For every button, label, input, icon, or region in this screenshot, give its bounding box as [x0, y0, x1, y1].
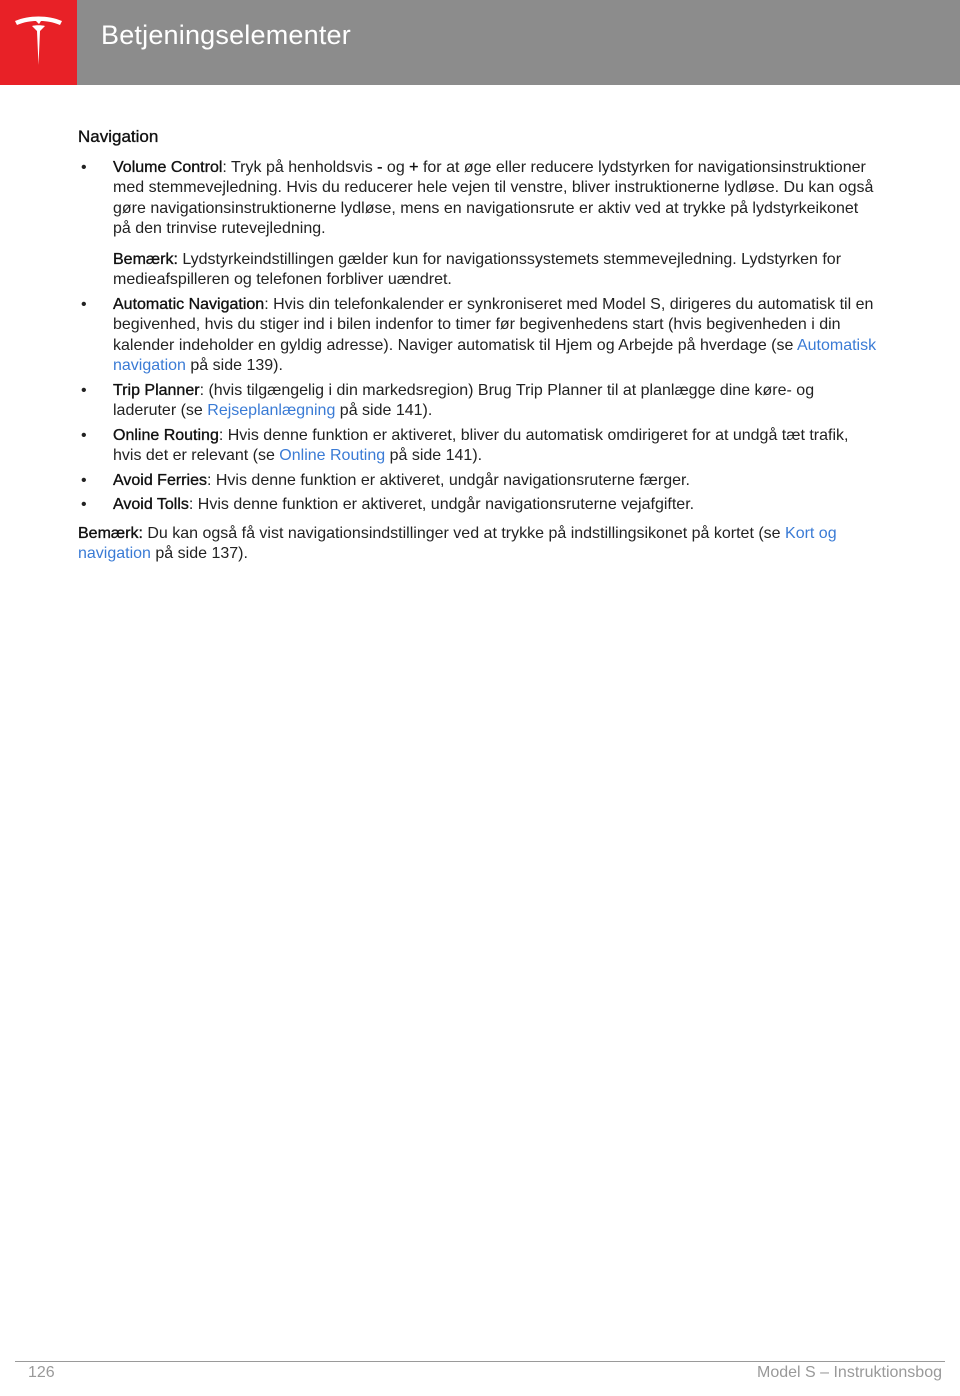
term-label: Avoid Ferries	[113, 471, 207, 489]
note-text: på side 137).	[150, 545, 248, 562]
item-text: : Hvis denne funktion er aktiveret, bliver du automatisk omdirigeret for at undgå tæt trafik, hvis det er relevant (se	[113, 426, 849, 464]
item-text: på side 139).	[185, 357, 283, 374]
bullet: •	[81, 295, 87, 313]
bullet: •	[81, 471, 87, 489]
page-number: 126	[28, 1364, 55, 1381]
list-item-online-routing	[78, 426, 878, 467]
list-item-avoid-tolls	[78, 495, 878, 516]
item-text: : Hvis din telefonkalender er synkroniseret med Model S, dirigeres du automatisk til en begivenhed, hvis du stiger ind i bilen indenfor to timer før begivenhedens start (hvis begivenheden i din kalender indeholder en gyldig adresse). Naviger automatisk til Hjem og Arbejde på hverdage (se	[113, 295, 874, 354]
note-label: Bemærk:	[78, 524, 143, 542]
item-text: : Hvis denne funktion er aktiveret, undgår navigationsruterne færger.	[206, 471, 690, 489]
item-text: og	[382, 158, 410, 176]
page-header	[0, 0, 960, 85]
bullet: •	[81, 381, 87, 399]
inline-note	[113, 250, 878, 291]
term-label: Automatic Navigation	[113, 295, 265, 313]
tesla-logo-box	[0, 0, 77, 85]
term-label: Avoid Tolls	[113, 496, 189, 513]
item-text: : Hvis denne funktion er aktiveret, undgår navigationsruterne vejafgifter.	[188, 496, 695, 513]
link-automatisk-navigation[interactable]: Automatisk navigation	[113, 336, 877, 374]
note-label: Bemærk:	[113, 250, 178, 268]
document-title: Model S – Instruktionsbog	[757, 1364, 942, 1381]
term-label: Online Routing	[113, 426, 219, 444]
main-content	[78, 127, 878, 581]
settings-list	[78, 158, 878, 516]
section-heading: Navigation	[78, 127, 159, 146]
link-kort-og-navigation[interactable]: Kort og navigation	[78, 524, 837, 562]
note-text: Du kan også få vist navigationsindstillinger ved at trykke på indstillingsikonet på kortet (se	[142, 524, 786, 542]
item-text: på side 141).	[385, 447, 483, 464]
term-label: Volume Control	[113, 158, 223, 176]
bullet: •	[81, 496, 87, 513]
item-text: for at øge eller reducere lydstyrken for navigationsinstruktioner med stemmevejledning. Hvis du reducerer hele vejen til venstre, bliver instruktionerne lydløse. Du kan også gøre navigationsinstruktionerne lydløse, mens en navigationsrute er aktiv ved at trykke på lydstyrkeikonet på den trinvise rutevejledning.	[113, 158, 874, 237]
term-label: Trip Planner	[113, 381, 200, 399]
link-rejseplanlaegning[interactable]: Rejseplanlægning	[207, 402, 336, 419]
tesla-logo-icon	[13, 15, 64, 67]
link-online-routing[interactable]: Online Routing	[279, 447, 386, 464]
list-item-volume-control	[78, 158, 878, 291]
list-item-automatic-navigation	[78, 295, 878, 377]
bullet: •	[81, 158, 87, 176]
list-item-avoid-ferries	[78, 471, 878, 492]
item-text: : Tryk på henholdsvis	[222, 158, 378, 176]
note-text: Lydstyrkeindstillingen gælder kun for navigationssystemets stemmevejledning. Lydstyrken for medieafspilleren og telefonen forbliver uændret.	[113, 250, 842, 288]
minus-symbol: -	[377, 158, 383, 176]
page-title: Betjeningselementer	[101, 20, 351, 50]
plus-symbol: +	[409, 158, 419, 176]
item-text: : (hvis tilgængelig i din markedsregion) Brug Trip Planner til at planlægge dine køre- og laderuter (se	[113, 381, 815, 419]
list-item-trip-planner	[78, 381, 878, 422]
bottom-note	[78, 524, 878, 565]
footer-divider	[15, 1361, 945, 1362]
item-text: på side 141).	[335, 402, 433, 419]
bullet: •	[81, 426, 87, 444]
